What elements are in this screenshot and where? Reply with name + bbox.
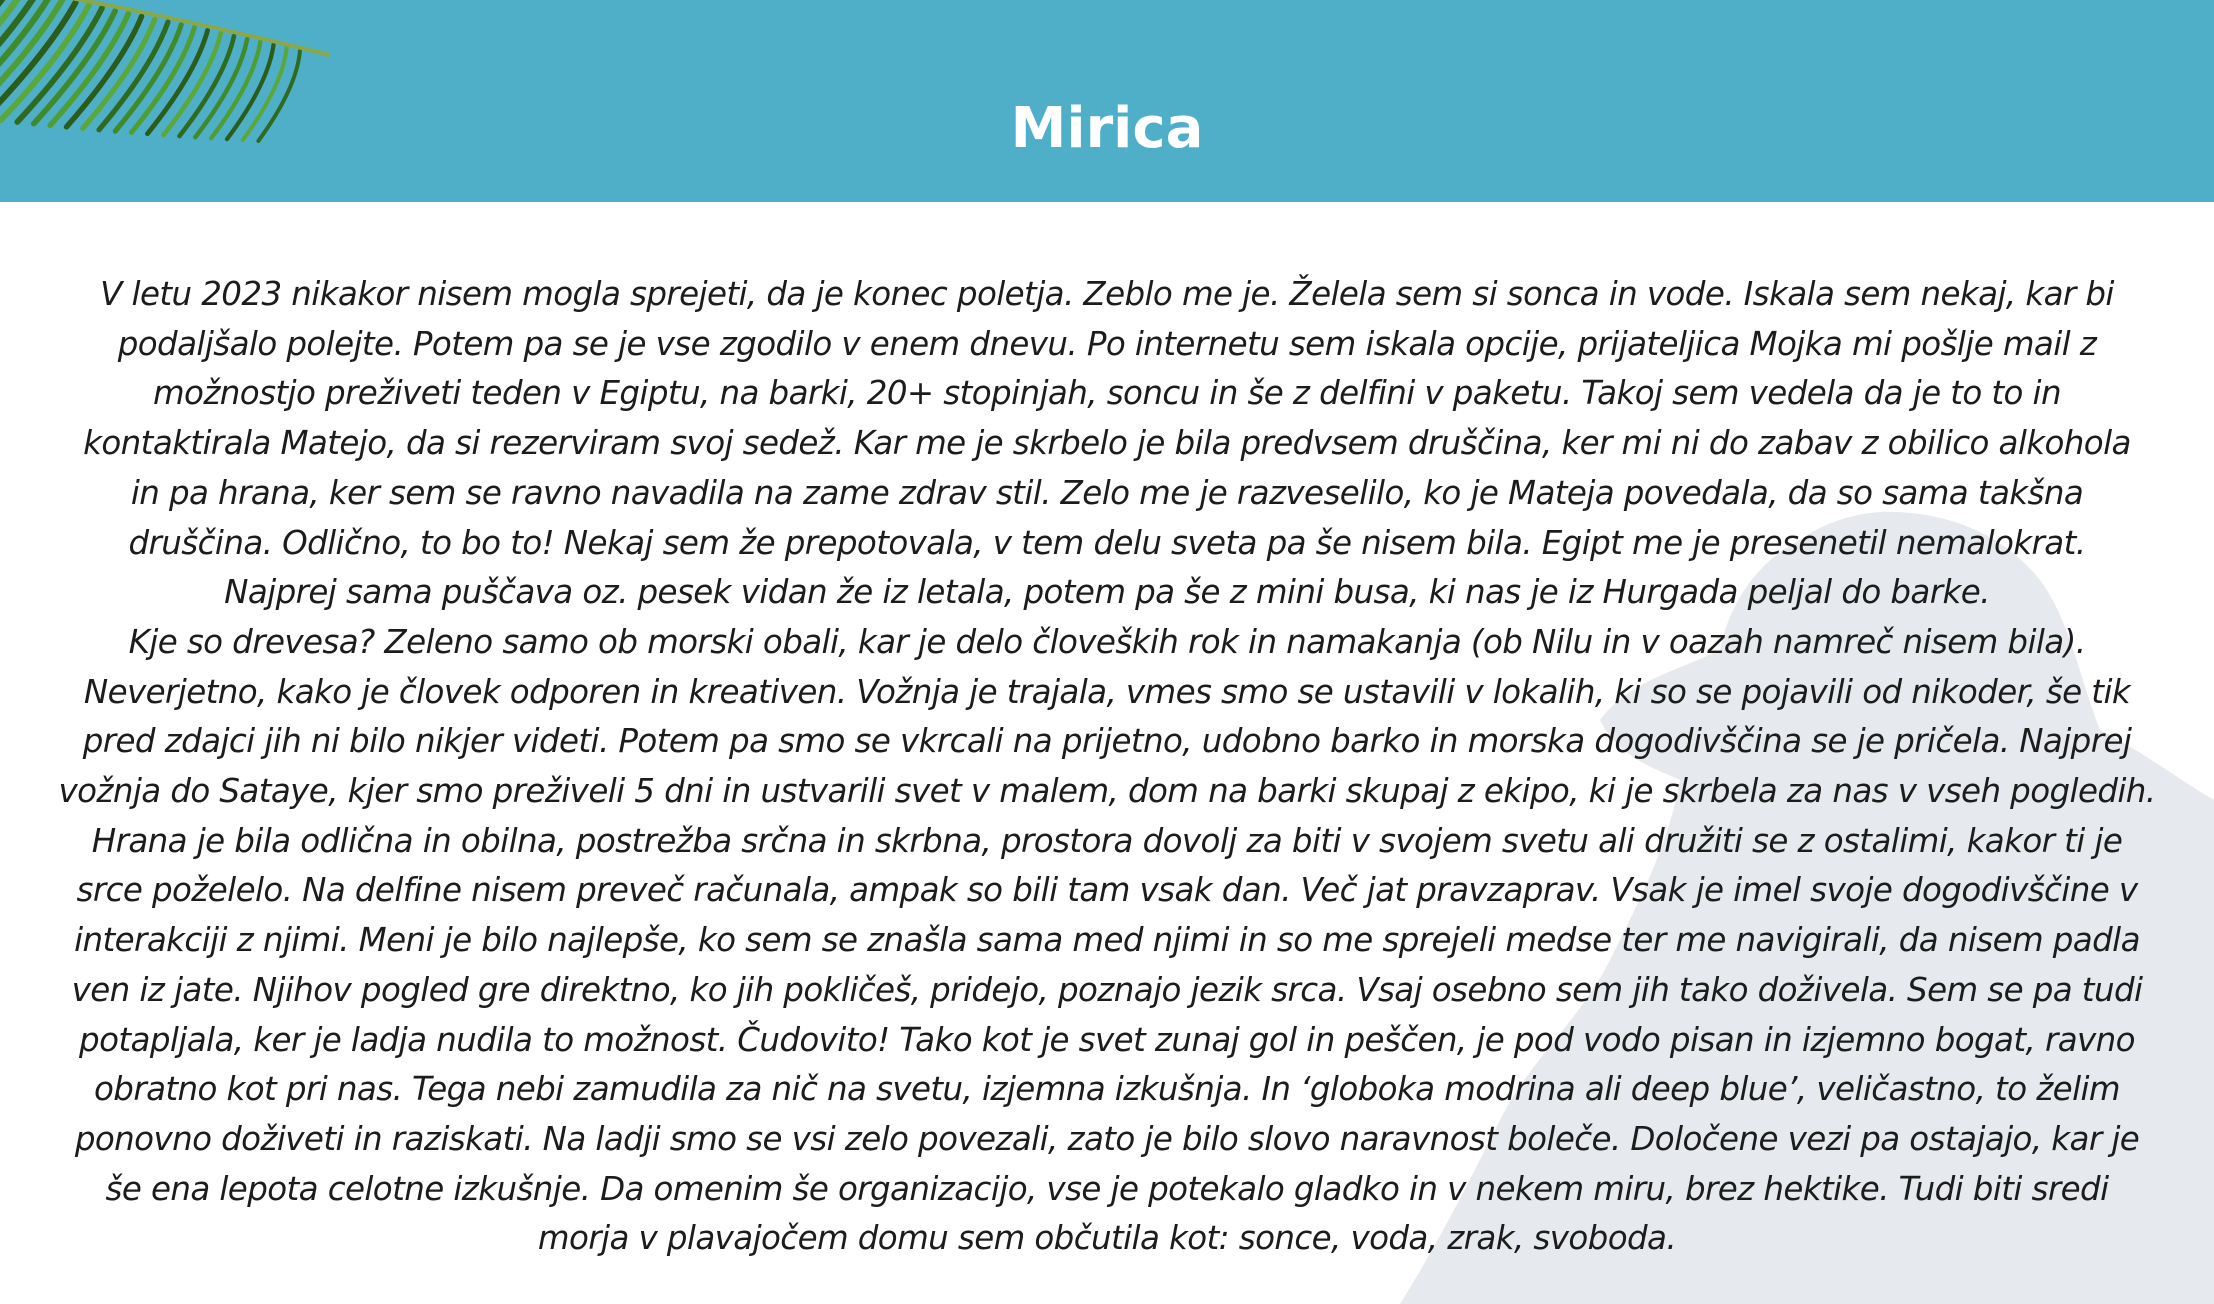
story-line: vožnja do Sataye, kjer smo preživeli 5 dni in ustvarili svet v malem, dom na barki skupaj z ekipo, ki je skrbela za nas v vseh pogledih. — [58, 772, 2156, 811]
story-line: Hrana je bila odlična in obilna, postrežba srčna in skrbna, prostora dovolj za biti v svojem svetu ali družiti se z ostalimi, kakor ti je — [91, 821, 2123, 860]
story-line: še ena lepota celotne izkušnje. Da omenim še organizacijo, vse je potekalo gladko in v nekem miru, brez hektike. Tudi biti sredi — [105, 1169, 2109, 1208]
story-line: V letu 2023 nikakor nisem mogla sprejeti, da je konec poletja. Zeblo me je. Želela sem si sonca in vode. Iskala sem nekaj, kar bi — [100, 275, 2114, 313]
story-line: druščina. Odlično, to bo to! Nekaj sem že prepotovala, v tem delu sveta pa še nisem bila. Egipt me je presenetil nemalokrat. — [128, 523, 2086, 562]
header-banner — [0, 0, 2214, 202]
story-line: Kje so drevesa? Zeleno samo ob morski obali, kar je delo človeških rok in namakanja (ob Nilu in v oazah namreč nisem bila). — [128, 622, 2086, 661]
story-line: interakciji z njimi. Meni je bilo najlepše, ko sem se znašla sama med njimi in so me sprejeli medse ter me navigirali, da nisem padla — [74, 921, 2140, 960]
page-title: Mirica — [1010, 96, 1204, 161]
story-line: ven iz jate. Njihov pogled gre direktno, ko jih pokličeš, pridejo, poznajo jezik srca. Vsaj osebno sem jih tako doživela. Sem se pa tudi — [71, 970, 2143, 1009]
story-line: in pa hrana, ker sem se ravno navadila na zame zdrav stil. Zelo me je razveselilo, ko je Mateja povedala, da so sama takšna — [130, 473, 2084, 512]
story-line: Neverjetno, kako je človek odporen in kreativen. Vožnja je trajala, vmes smo se ustavili v lokalih, ki so se pojavili od nikoder, še tik — [83, 672, 2131, 711]
story-line: Najprej sama puščava oz. pesek vidan že iz letala, potem pa še z mini busa, ki nas je iz Hurgada peljal do barke. — [224, 573, 1990, 612]
story-line: kontaktirala Matejo, da si rezerviram svoj sedež. Kar me je skrbelo je bila predvsem druščina, ker mi ni do zabav z obilico alkohola — [83, 424, 2131, 463]
story-line: možnostjo preživeti teden v Egiptu, na barki, 20+ stopinjah, soncu in še z delfini v paketu. Takoj sem vedela da je to to in — [153, 374, 2061, 413]
story-line: morja v plavajočem domu sem občutila kot: sonce, voda, zrak, svoboda. — [537, 1219, 1677, 1258]
story-line: obratno kot pri nas. Tega nebi zamudila za nič na svetu, izjemna izkušnja. In ‘globoka modrina ali deep blue’, veličastno, to želim — [94, 1070, 2120, 1109]
story-line: pred zdajci jih ni bilo nikjer videti. Potem pa smo se vkrcali na prijetno, udobno barko in morska dogodivščina se je pričela. Najprej — [82, 722, 2132, 761]
story-line: podaljšalo polejte. Potem pa se je vse zgodilo v enem dnevu. Po internetu sem iskala opcije, prijateljica Mojka mi pošlje mail z — [117, 324, 2097, 363]
story-line: potapljala, ker je ladja nudila to možnost. Čudovito! Tako kot je svet zunaj gol in peščen, je pod vodo pisan in izjemno bogat, ravno — [79, 1020, 2135, 1059]
story-paragraph — [40, 270, 2174, 1264]
story-line: ponovno doživeti in raziskati. Na ladji smo se vsi zelo povezali, zato je bilo slovo naravnost boleče. Določene vezi pa ostajajo, kar je — [74, 1119, 2140, 1158]
story-line: srce poželelo. Na delfine nisem preveč računala, ampak so bili tam vsak dan. Več jat pravzaprav. Vsak je imel svoje dogodivščine v — [76, 871, 2138, 910]
